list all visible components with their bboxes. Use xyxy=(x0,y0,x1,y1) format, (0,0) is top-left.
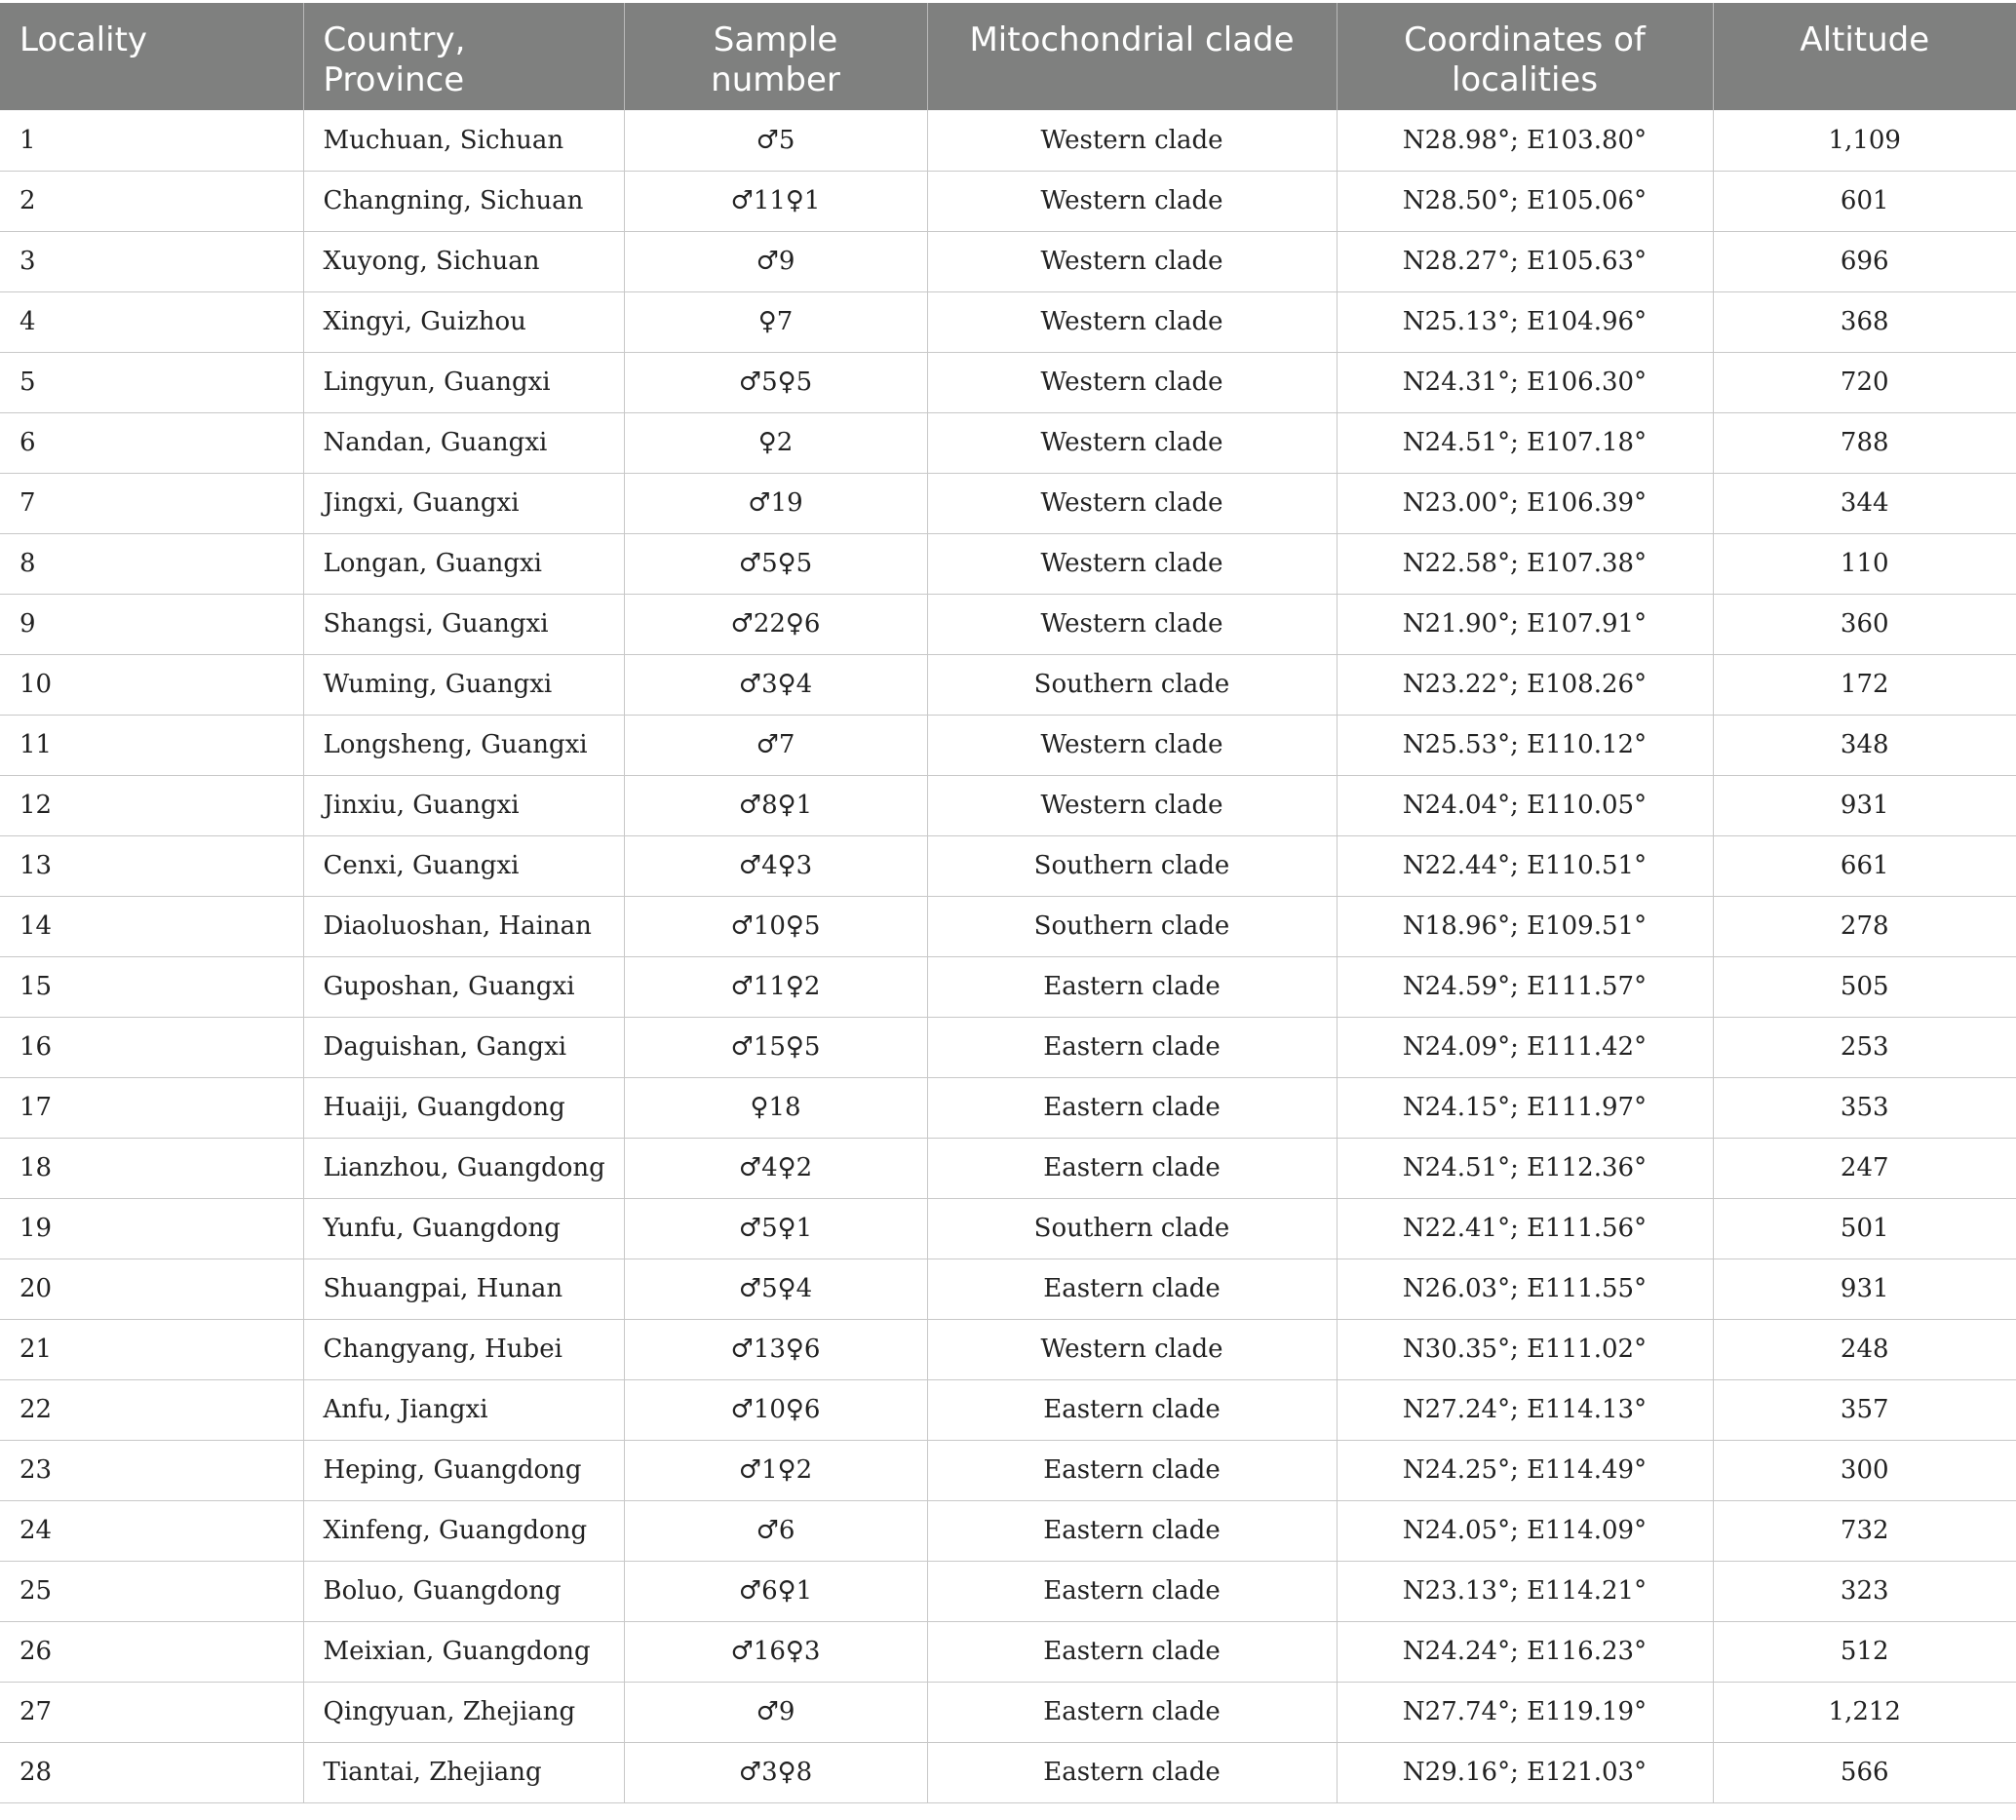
table-row xyxy=(0,473,2016,533)
cell-country-province: Xuyong, Sichuan xyxy=(303,231,624,291)
cell-locality: 4 xyxy=(0,291,303,352)
cell-sample-number: ♂4♀2 xyxy=(624,1138,927,1198)
cell-altitude: 501 xyxy=(1713,1198,2016,1259)
cell-altitude: 931 xyxy=(1713,1259,2016,1319)
cell-sample-number: ♂5♀5 xyxy=(624,533,927,594)
cell-mitochondrial-clade: Eastern clade xyxy=(927,1440,1337,1500)
cell-mitochondrial-clade: Southern clade xyxy=(927,1198,1337,1259)
cell-sample-number: ♂3♀4 xyxy=(624,654,927,715)
cell-sample-number: ♂9 xyxy=(624,1682,927,1742)
cell-mitochondrial-clade: Western clade xyxy=(927,473,1337,533)
cell-coordinates: N24.05°; E114.09° xyxy=(1337,1500,1713,1561)
cell-locality: 23 xyxy=(0,1440,303,1500)
cell-country-province: Jingxi, Guangxi xyxy=(303,473,624,533)
cell-locality: 13 xyxy=(0,835,303,896)
cell-coordinates: N24.04°; E110.05° xyxy=(1337,775,1713,835)
cell-locality: 25 xyxy=(0,1561,303,1621)
cell-sample-number: ♂9 xyxy=(624,231,927,291)
cell-altitude: 931 xyxy=(1713,775,2016,835)
cell-sample-number: ♂7 xyxy=(624,715,927,775)
cell-sample-number: ♂3♀8 xyxy=(624,1742,927,1802)
table-row xyxy=(0,1077,2016,1138)
table-row xyxy=(0,291,2016,352)
table-row xyxy=(0,171,2016,231)
cell-country-province: Shangsi, Guangxi xyxy=(303,594,624,654)
table-header xyxy=(0,3,2016,110)
cell-altitude: 360 xyxy=(1713,594,2016,654)
cell-coordinates: N22.44°; E110.51° xyxy=(1337,835,1713,896)
cell-coordinates: N23.13°; E114.21° xyxy=(1337,1561,1713,1621)
cell-altitude: 323 xyxy=(1713,1561,2016,1621)
cell-mitochondrial-clade: Eastern clade xyxy=(927,1561,1337,1621)
cell-country-province: Shuangpai, Hunan xyxy=(303,1259,624,1319)
table-row xyxy=(0,1138,2016,1198)
table-row xyxy=(0,1379,2016,1440)
cell-coordinates: N26.03°; E111.55° xyxy=(1337,1259,1713,1319)
cell-sample-number: ♂22♀6 xyxy=(624,594,927,654)
cell-sample-number: ♂8♀1 xyxy=(624,775,927,835)
cell-coordinates: N23.22°; E108.26° xyxy=(1337,654,1713,715)
cell-coordinates: N24.25°; E114.49° xyxy=(1337,1440,1713,1500)
cell-locality: 18 xyxy=(0,1138,303,1198)
cell-locality: 27 xyxy=(0,1682,303,1742)
cell-coordinates: N27.74°; E119.19° xyxy=(1337,1682,1713,1742)
cell-coordinates: N24.51°; E107.18° xyxy=(1337,412,1713,473)
cell-locality: 26 xyxy=(0,1621,303,1682)
cell-coordinates: N28.50°; E105.06° xyxy=(1337,171,1713,231)
cell-coordinates: N28.27°; E105.63° xyxy=(1337,231,1713,291)
cell-sample-number: ♂19 xyxy=(624,473,927,533)
cell-country-province: Huaiji, Guangdong xyxy=(303,1077,624,1138)
cell-altitude: 601 xyxy=(1713,171,2016,231)
cell-altitude: 696 xyxy=(1713,231,2016,291)
cell-locality: 3 xyxy=(0,231,303,291)
cell-mitochondrial-clade: Western clade xyxy=(927,291,1337,352)
cell-mitochondrial-clade: Western clade xyxy=(927,594,1337,654)
header-row xyxy=(0,3,2016,110)
locality-table xyxy=(0,3,2016,1803)
cell-coordinates: N24.59°; E111.57° xyxy=(1337,956,1713,1017)
cell-country-province: Muchuan, Sichuan xyxy=(303,110,624,171)
cell-coordinates: N29.16°; E121.03° xyxy=(1337,1742,1713,1802)
header-country-province: Country, Province xyxy=(303,3,624,110)
table-row xyxy=(0,1440,2016,1500)
cell-altitude: 278 xyxy=(1713,896,2016,956)
cell-locality: 6 xyxy=(0,412,303,473)
table-body xyxy=(0,110,2016,1802)
cell-sample-number: ♂6♀1 xyxy=(624,1561,927,1621)
cell-country-province: Meixian, Guangdong xyxy=(303,1621,624,1682)
table-row xyxy=(0,110,2016,171)
cell-coordinates: N22.58°; E107.38° xyxy=(1337,533,1713,594)
table-row xyxy=(0,352,2016,412)
cell-sample-number: ♂10♀5 xyxy=(624,896,927,956)
cell-coordinates: N24.24°; E116.23° xyxy=(1337,1621,1713,1682)
cell-locality: 14 xyxy=(0,896,303,956)
cell-altitude: 172 xyxy=(1713,654,2016,715)
cell-altitude: 348 xyxy=(1713,715,2016,775)
table-row xyxy=(0,1742,2016,1802)
cell-locality: 20 xyxy=(0,1259,303,1319)
cell-coordinates: N24.31°; E106.30° xyxy=(1337,352,1713,412)
cell-mitochondrial-clade: Eastern clade xyxy=(927,1017,1337,1077)
cell-mitochondrial-clade: Western clade xyxy=(927,110,1337,171)
locality-table-container xyxy=(0,3,2016,1803)
cell-locality: 21 xyxy=(0,1319,303,1379)
cell-mitochondrial-clade: Western clade xyxy=(927,715,1337,775)
cell-sample-number: ♂11♀1 xyxy=(624,171,927,231)
cell-sample-number: ♀2 xyxy=(624,412,927,473)
cell-country-province: Guposhan, Guangxi xyxy=(303,956,624,1017)
cell-sample-number: ♂15♀5 xyxy=(624,1017,927,1077)
cell-altitude: 566 xyxy=(1713,1742,2016,1802)
cell-sample-number: ♀7 xyxy=(624,291,927,352)
table-row xyxy=(0,956,2016,1017)
cell-sample-number: ♂10♀6 xyxy=(624,1379,927,1440)
cell-sample-number: ♂13♀6 xyxy=(624,1319,927,1379)
cell-mitochondrial-clade: Eastern clade xyxy=(927,1621,1337,1682)
table-row xyxy=(0,1259,2016,1319)
cell-mitochondrial-clade: Western clade xyxy=(927,533,1337,594)
cell-altitude: 505 xyxy=(1713,956,2016,1017)
cell-locality: 24 xyxy=(0,1500,303,1561)
cell-sample-number: ♂5♀4 xyxy=(624,1259,927,1319)
table-row xyxy=(0,231,2016,291)
cell-altitude: 357 xyxy=(1713,1379,2016,1440)
table-row xyxy=(0,1198,2016,1259)
cell-altitude: 661 xyxy=(1713,835,2016,896)
cell-altitude: 1,212 xyxy=(1713,1682,2016,1742)
cell-country-province: Heping, Guangdong xyxy=(303,1440,624,1500)
cell-altitude: 253 xyxy=(1713,1017,2016,1077)
cell-coordinates: N21.90°; E107.91° xyxy=(1337,594,1713,654)
cell-altitude: 247 xyxy=(1713,1138,2016,1198)
cell-country-province: Changning, Sichuan xyxy=(303,171,624,231)
cell-locality: 22 xyxy=(0,1379,303,1440)
cell-altitude: 110 xyxy=(1713,533,2016,594)
cell-mitochondrial-clade: Western clade xyxy=(927,1319,1337,1379)
table-row xyxy=(0,1017,2016,1077)
cell-altitude: 344 xyxy=(1713,473,2016,533)
cell-country-province: Tiantai, Zhejiang xyxy=(303,1742,624,1802)
table-row xyxy=(0,715,2016,775)
cell-mitochondrial-clade: Southern clade xyxy=(927,835,1337,896)
cell-coordinates: N22.41°; E111.56° xyxy=(1337,1198,1713,1259)
cell-coordinates: N25.13°; E104.96° xyxy=(1337,291,1713,352)
cell-locality: 7 xyxy=(0,473,303,533)
header-sample-number: Sample number xyxy=(624,3,927,110)
cell-sample-number: ♂5♀1 xyxy=(624,1198,927,1259)
cell-sample-number: ♂11♀2 xyxy=(624,956,927,1017)
cell-country-province: Longsheng, Guangxi xyxy=(303,715,624,775)
table-row xyxy=(0,533,2016,594)
cell-sample-number: ♂16♀3 xyxy=(624,1621,927,1682)
cell-locality: 2 xyxy=(0,171,303,231)
cell-mitochondrial-clade: Eastern clade xyxy=(927,956,1337,1017)
table-row xyxy=(0,775,2016,835)
cell-sample-number: ♂1♀2 xyxy=(624,1440,927,1500)
cell-country-province: Xingyi, Guizhou xyxy=(303,291,624,352)
cell-country-province: Anfu, Jiangxi xyxy=(303,1379,624,1440)
cell-mitochondrial-clade: Eastern clade xyxy=(927,1379,1337,1440)
cell-country-province: Xinfeng, Guangdong xyxy=(303,1500,624,1561)
cell-mitochondrial-clade: Eastern clade xyxy=(927,1138,1337,1198)
table-row xyxy=(0,835,2016,896)
table-row xyxy=(0,1319,2016,1379)
cell-locality: 12 xyxy=(0,775,303,835)
cell-country-province: Boluo, Guangdong xyxy=(303,1561,624,1621)
cell-coordinates: N23.00°; E106.39° xyxy=(1337,473,1713,533)
cell-altitude: 512 xyxy=(1713,1621,2016,1682)
cell-altitude: 732 xyxy=(1713,1500,2016,1561)
cell-locality: 8 xyxy=(0,533,303,594)
header-locality: Locality xyxy=(0,3,303,110)
cell-mitochondrial-clade: Eastern clade xyxy=(927,1742,1337,1802)
cell-locality: 19 xyxy=(0,1198,303,1259)
cell-locality: 1 xyxy=(0,110,303,171)
cell-country-province: Nandan, Guangxi xyxy=(303,412,624,473)
cell-altitude: 300 xyxy=(1713,1440,2016,1500)
cell-country-province: Yunfu, Guangdong xyxy=(303,1198,624,1259)
cell-country-province: Lianzhou, Guangdong xyxy=(303,1138,624,1198)
cell-mitochondrial-clade: Southern clade xyxy=(927,896,1337,956)
cell-country-province: Daguishan, Gangxi xyxy=(303,1017,624,1077)
cell-country-province: Longan, Guangxi xyxy=(303,533,624,594)
cell-locality: 5 xyxy=(0,352,303,412)
cell-country-province: Diaoluoshan, Hainan xyxy=(303,896,624,956)
cell-country-province: Changyang, Hubei xyxy=(303,1319,624,1379)
table-row xyxy=(0,654,2016,715)
cell-coordinates: N30.35°; E111.02° xyxy=(1337,1319,1713,1379)
cell-coordinates: N24.51°; E112.36° xyxy=(1337,1138,1713,1198)
cell-altitude: 1,109 xyxy=(1713,110,2016,171)
header-mitochondrial-clade: Mitochondrial clade xyxy=(927,3,1337,110)
table-row xyxy=(0,1682,2016,1742)
cell-mitochondrial-clade: Southern clade xyxy=(927,654,1337,715)
cell-coordinates: N25.53°; E110.12° xyxy=(1337,715,1713,775)
cell-mitochondrial-clade: Eastern clade xyxy=(927,1500,1337,1561)
cell-country-province: Lingyun, Guangxi xyxy=(303,352,624,412)
cell-altitude: 720 xyxy=(1713,352,2016,412)
cell-altitude: 368 xyxy=(1713,291,2016,352)
cell-sample-number: ♂4♀3 xyxy=(624,835,927,896)
cell-mitochondrial-clade: Eastern clade xyxy=(927,1077,1337,1138)
header-coordinates: Coordinates of localities xyxy=(1337,3,1713,110)
table-row xyxy=(0,594,2016,654)
cell-coordinates: N27.24°; E114.13° xyxy=(1337,1379,1713,1440)
cell-mitochondrial-clade: Western clade xyxy=(927,775,1337,835)
cell-locality: 10 xyxy=(0,654,303,715)
cell-locality: 11 xyxy=(0,715,303,775)
header-altitude: Altitude xyxy=(1713,3,2016,110)
cell-sample-number: ♂6 xyxy=(624,1500,927,1561)
cell-mitochondrial-clade: Western clade xyxy=(927,231,1337,291)
cell-country-province: Jinxiu, Guangxi xyxy=(303,775,624,835)
cell-altitude: 248 xyxy=(1713,1319,2016,1379)
table-row xyxy=(0,1621,2016,1682)
cell-country-province: Wuming, Guangxi xyxy=(303,654,624,715)
cell-coordinates: N24.15°; E111.97° xyxy=(1337,1077,1713,1138)
cell-locality: 17 xyxy=(0,1077,303,1138)
cell-mitochondrial-clade: Western clade xyxy=(927,352,1337,412)
table-row xyxy=(0,896,2016,956)
cell-coordinates: N28.98°; E103.80° xyxy=(1337,110,1713,171)
cell-altitude: 353 xyxy=(1713,1077,2016,1138)
table-row xyxy=(0,1500,2016,1561)
cell-mitochondrial-clade: Eastern clade xyxy=(927,1682,1337,1742)
cell-coordinates: N24.09°; E111.42° xyxy=(1337,1017,1713,1077)
cell-country-province: Qingyuan, Zhejiang xyxy=(303,1682,624,1742)
cell-sample-number: ♂5♀5 xyxy=(624,352,927,412)
table-row xyxy=(0,1561,2016,1621)
cell-coordinates: N18.96°; E109.51° xyxy=(1337,896,1713,956)
cell-altitude: 788 xyxy=(1713,412,2016,473)
cell-locality: 15 xyxy=(0,956,303,1017)
cell-country-province: Cenxi, Guangxi xyxy=(303,835,624,896)
cell-mitochondrial-clade: Western clade xyxy=(927,412,1337,473)
table-row xyxy=(0,412,2016,473)
cell-locality: 16 xyxy=(0,1017,303,1077)
cell-mitochondrial-clade: Eastern clade xyxy=(927,1259,1337,1319)
cell-sample-number: ♂5 xyxy=(624,110,927,171)
cell-locality: 28 xyxy=(0,1742,303,1802)
cell-locality: 9 xyxy=(0,594,303,654)
cell-mitochondrial-clade: Western clade xyxy=(927,171,1337,231)
cell-sample-number: ♀18 xyxy=(624,1077,927,1138)
